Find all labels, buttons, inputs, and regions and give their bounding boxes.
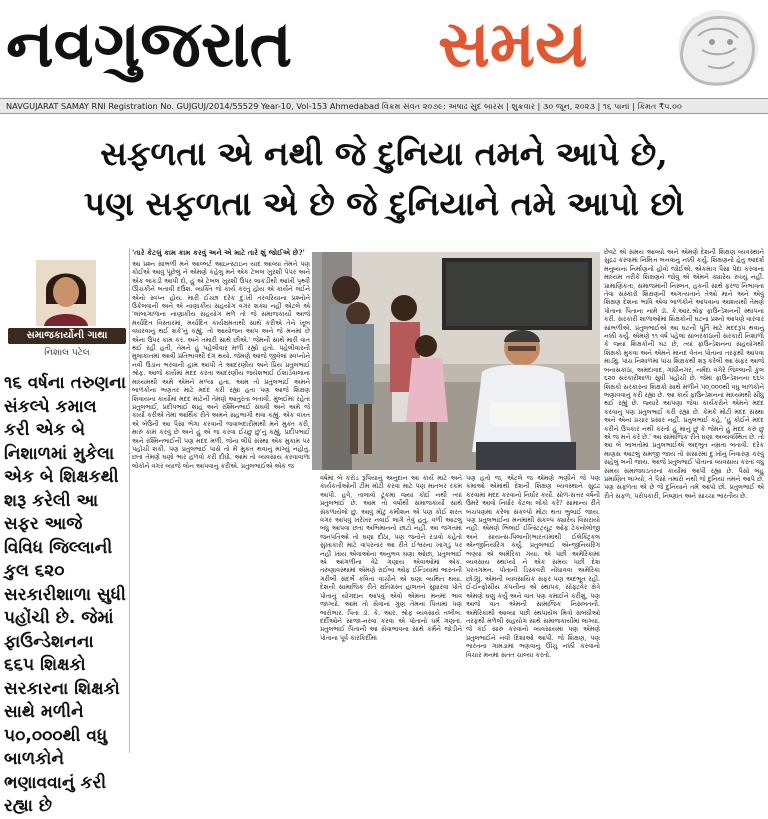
lion-icon [668,6,762,90]
article-photo [322,252,600,470]
headline-line-1: સફળતા એ નથી જે દુનિયા તમને આપે છે, [100,134,668,173]
logo-main: નવગુજરાત [6,8,293,82]
article-column-3: પણ હતો જ, એટલે જ એમણે ભણીને જે પણ કમાઓ એમાંથી દેશની શિક્ષણ વ્યવસ્થાને સુદ્રઢ કરવામાં મદદ કરવાનો નિર્ધાર કર્યો. સોળ-સત્તર વર્ષની ઉંમરે આવો નિર્ધાર કેટલા લોકો કરે? સામાન્ય રીતે બચપણમાં કરેલા સંકલ્પો મોટા થતા ભુલાઈ જાય. પણ પ્રતુલભાઈના મનમાંથી સંકલ્પ ક્યારેય વિસરાયો નહીં. એમણે ભિલાઈ ઈન્સ્ટિટ્યૂટ ઓફ ટેકનોલોજી અને સાયન્સ-પિલાની(ભારત)માંથી ઈલેક્ટ્રિકલ એન્જીનિયરિંગ કર્યું. પ્રતુલભાઈ એન્જીનિયરિંગ ભણ્યા એ અમેરિકા ગયા. એ પછી અમેરિકામાં વ્યવસાય સ્થાપ્યો ને એક સમય પછી દેશ પરતગમન. પોતાની ડિસ્કવરી નોંધાવવા અમેરિકા છોડ્યું. એમની વ્યવસાયિક સફર પણ અદભૂત રહી. ઈ-ઈન્ફોસીય કંપનીના એ સ્થાપક, સોફ્ટવેર ક્ષેત્રે એમણે ઘણું કર્યું અને વાત પણ કમાઈને કરીશું, પણ આજે વાત એમની સામાજિક નિસબતની. અમેરિકાથી આવ્યા પછી સ્થપાયેલ મિત્રો સંબંધીઓ તરફથી મળેલી સહયોગ સાથે સમાજકાર્યોમાં લાગ્યા. જે કંઈ સારું કરવાનો વ્યવસાયમાં પણ એમણે પ્રતુલભાઈને નવી દિશાઓ આપી. જે શિક્ષણ, પણ ભારતના ગામડામાં ભણવાનું ઊંચું નક્કી કરવાનો વિચાર મનમાં સતત ચાલ્યા કરતો. [466,474,600,659]
article-quote: 'તારે કેટલું કામ કામ કરવું અને એ માટે તારે શું જોઈએ છે?' [132,248,305,257]
sidebar-summary: ૧૬ વર્ષના તરુણના સંકલ્પે કમાલ કરી એક બે નિશાળમાં મુકેલા એક બે શિક્ષકથી શરૂ કરેલી આ સફર આજે વિવિધ જિલ્લાની કુલ ૬૨૦ સરકારીશાળા સુધી પહોંચી છે. જેમાં ફાઉન્ડેશનના ૬૬૫ શિક્ષકો સરકારના શિક્ષકો સાથે મળીને ૫૦,૦૦૦થી વધુ બાળકોને ભણાવવાનું કરી રહ્યા છે [4,373,126,816]
left-column [0,248,128,816]
logo-accent: સમય [438,8,588,82]
article-column-2: વર્ષમાં બે કરોડ રૂપિયાનું અનુદાન આ કાર્ય માટે અને કાર્યકર્તાઓની ટીમ મોટી કરવા માટે પણ માતબર રકમ આપી. હવે, તાલાવો ટૂંકમાં જ્યાં કોઈ નથી ત્યાં પ્રતુલભાઈ છે. આમ તો વર્ષોથી સમાજકાર્યો સાથે સંકળાયેલો છું. આવું મોટું કમીશન એ પણ કોઈ શરત વગર આપવું ખરેખર નવાઈ લાગે તેવું હતું. વળી આટલું બધું આપવા છતાં અભિમાનનો છાંટો નહીં. આ જગતમાં જનપતિઓ તો ઘણા દીઠા, પણ જનોને રડાવો કહેતો સુખાકારી માટે વાપરનાર આ રીતે ઈશ્વરના ખાગડું પર નહીં ખાય એવાઓના અનુભવ ઘણા ઓછા, પ્રતુલભાઈ એ આંગળીના વેઢે ગણાય એવાઓમાં એક. તરુણાવસ્થામાં એમણે રાઈબા ઓફ ઈન્ડિયામાં ભારતની ગરીબી સંદર્ભે કવિતા વાંચીને એ ઘણા વ્યથિત થયા. દેશની સામાજિક રીતે ક્ષતિગ્રસ્ત હાલતને સુધારવા પોતે પોતાનું યોગદાન આપવું એવો એમના મનમાં ભાવ જાગ્યો. આમ તો સેવાનાં ગુણ તેમના પિતામાં પણ ભારોભાર. પિતા ડૉ. કે. આર. શ્રોફ વ્યવસાયે તબીબ. દર્દીઓને સાજા-નરવા કરવા એ પોતાનો ધર્મ ગણતાં. પ્રતુલભાઈ પિતાની આ સેવાભાવના સાથે કર્મને જોડીને પોતાના પૂર્વ કારકિર્દીમાં [320,474,462,642]
page-headline [0,132,768,226]
column-divider [129,248,130,753]
article-column-1-text: આ પ્રશ્ન સાંભળી મને આલ્બર્ટ આઇન્સ્ટાઇન યાદ આવ્યા તેમને પણ કોઈએ આવું પૂછેલું ને એમણે કહેલું મને એક ટેબલ ખુરશી પેપર અને એક લાકડી આપી દો, હું એ ટેબલ ખુરશી ઉપર લાકડીથી આખી પૃથ્વી ઊંચકીને બતાવી દઉંશ. વ્યક્તિ જે કાર્ય કરતું હોય એ કાર્યને લઈને એનો સ્વપ્ન હોય. મારી ઈચ્છા દરેક દુઃખી તરવરિયાના પ્રશ્નોને ઉકેલવાની અને એ નાણાકીય સહયોગ વગર શક્ય નહીં એટલે એ 'લાંબાગાળાના નાણાકીય સહયોગ મળે તો જે સમાજકાર્યો આજે મર્યાદિત વિસ્તારમાં, મર્યાદિત કાર્યક્ષમતાથી સાથે કરીએ તેને ખૂબ વધારવાનું થઈ શકે'નું કહ્યું. તો આયોજન આપ અને જે મનમાં છે એના ઉપર કામ કર. અને તમારી સાથે છીએ.' જેમની સાથે મારી વાત થઈ રહી હતી, તેમને હું પહેલીવાર મળી રહ્યો હતો. પહેલીવારની મુલાકાતમાં આવી પ્રતિભાવથી દંગ થયો. જેમણે આજે જીવેલાં સ્વપ્નોને નવી ઉડાન ભરવાની હામ આપી તે આદરણીય અને પ્રિય પ્રતુલભાઈ શ્રોફ. આજે કાર્યમાં મદદ કરતા આદરણીય જયેશભાઈ ઈશાર્ડવાલાના માધ્યમથી અમે એમને મળ્યા હતા. આમ તો પ્રતુલભાઈ અમને બાળકોના ભણતર માટે મદદ કરી રહ્યા હતા પણ આજે શિક્ષણ શિવાયના કાર્યોમાં મદદ માટેની તેમણે આતુરતા બતાવી. મુંબઈમાં રહેતા પ્રતુલભાઈ, પ્રદીપભાઈ શાહ અને રશ્મિનભાઈ સંઘવી અને અમે જે કાર્યો કરીએ તેમાં આર્થિક રીતે અમને સહભાગી થવા કહ્યું. એક વખત એ બેઉની આ પૈસા ભેગા કરવાની જવાબદારીમાંથી મને મુક્ત કરી, મારું કામ કરવું છે અને હું એ જ કરવા ઈચ્છુ છું'નું કહ્યું. પ્રદીપભાઈ અને રશ્મિનભાઈની પણ મદદ મળી. જેના લીધે સંસ્થા એક મુકામ પર પહોંચી શકી. પણ પ્રતુલભાઈ પાસે તો મેં મુકત થવાનું માંગ્યું નહોતું. છતાં તેમણે ઘણો ભાર હળવો કરી દીધો. આમ તો વ્યવસાય કરવાવાળા લોકોને વગર વ્યાજે લોન આપવાનું કરીએ. પ્રતુલભાઈએ એક જ [132,260,310,470]
headline-line-2: પણ સફળતા એ છે જે દુનિયાને તમે આપો છો [83,184,685,223]
masthead [0,0,768,98]
column-badge: સમાજકાર્યોની ગાથા [8,328,126,344]
author-name: નિશાલ પટેલ [44,348,90,358]
article-column-4: છેવટે એ સમય આવ્યો અને એમણે દેશની શિક્ષણ વ્યવસ્થાને સુદ્રઢ કરવામાં નિમિત્ત બનવાનું નક્કી કર્યું. શિક્ષણનો હેતુ આદર્શ મનુષ્યના નિર્માણનો હોવો જોઈએ. એકમાત્ર પૈસા પેદા કરવાના માધ્યમ તરીકે શિક્ષણને જોવું એ એમને ક્યારેય રુચ્યું નહીં. પ્રામાણિકતા, સમાજમાંની નિસ્બત, હકની સાથે ફરજ નિભાવતાં તેવા સંસ્કારો શિક્ષણની અગત્યતાને તેઓ માને અને એવું શિક્ષણ દેશના ભાવિ એવા બાળકોને આપવાના આશયથી તેમણે પોતાના પિતાના નામે ડૉ. કે.આર.શ્રોફ ફાઉન્ડેશનની સ્થાપના કરી. સરકારી શાળાઓમાં શિક્ષકોની ઘટના પ્રશ્નો આપણે વારંવાર સાંભળીએ. પ્રતુલભાઈએ આ ઘટની પૂર્તિ માટે મદદરૂપ થવાનું નક્કી કર્યું. એમણે ૧૧ વર્ષ પહેલાં સાબરકાંઠાની સરકારી નિશાળો કે જ્યાં શિક્ષકોની ઘટ છે, ત્યાં ફાઉન્ડેશનના સહયોગથી શિક્ષકો મુકવા અને એમને માનદ વેતન પોતાના તરફથી આપવા માંડ્યું. પાંચ નિશાળમાં પાંચ શિક્ષકથી શરૂ કરેલી આ સફર આજે બનાસકાંઠા, અમદાવાદ, ગાંધીનગર, નર્મદા વગેરે જિલ્લાની કુલ ૬૨૦ સરકારીશાળા સુધી પહોંચી છે. જેમાં ફાઉન્ડેશનના ૬૬૫ શિક્ષકો સરકારના શિક્ષકો સાથે મળીને ૫૦,૦૦૦થી વધુ બાળકોને ભણાવવાનું કરી રહ્યા છે. આ કાર્ય ફાઉન્ડેશનના માધ્યમથી સીધું થઈ રહ્યું છે. જ્યારે આપણા જેવા કાર્યકરોને એમને મદદ કરવાનું પણ પ્રતુલભાઈ કરી રહ્યા છે. કેમકે મોટી મદદ સંસ્થા અને એના પ્રચાર પ્રસાર નહીં. પ્રતુલભાઈ કહે, 'હું કોઈને મદદ કરીને ઉપકાર નથી કરતો હું માનું છું કે જેમને હું મદદ કરું છું એ જ મને કરે છે.' આ સામાજિક રીતે ઘણા અવ્યવસ્થિત છે. તો આ બે બાબતોમાં પ્રતુલભાઈએ અદ્ભુત નમ્રતા બતાવી. દરેક માણસ આટલું સમજી જાય તો સંસારમાં દુઃખોનું નિવારણ કરવું સહેલું બની જાય. આજે પ્રતુલભાઈ પોતાના વ્યવસાય કરતાં વધુ સમય સમાજઘડતરનાં કાર્યોમાં આપી રહ્યા છે. પૈસો બહુ પ્રમાણિત લાગ્યો, તે પૈસો તમારો નથી જે દુનિયા તમને આપે છે. પણ સફળતા એ છે જે દુનિયાને તમે આપો છો. પ્રતુલભાઈ એ રીતે સફળ, પરોપકારી, નિષ્ણાંત અને સાચ્ચા ભારતીય છે. [604,248,764,500]
author-portrait [36,260,96,326]
article-column-1 [132,248,310,753]
masthead-infobar: NAVGUJARAT SAMAY RNI Registration No. GUJGUJ/2014/55529 Year-10, Vol-153 Ahmedabad વિક્રમ સંવત ૨૦૭૯: અષાઢ સુદ બારસ | શુક્રવાર | ૩૦ જૂન, ૨૦૨૩ | ૧૬ પાનાં | કિંમત ₹૫.૦૦ [0,98,768,114]
